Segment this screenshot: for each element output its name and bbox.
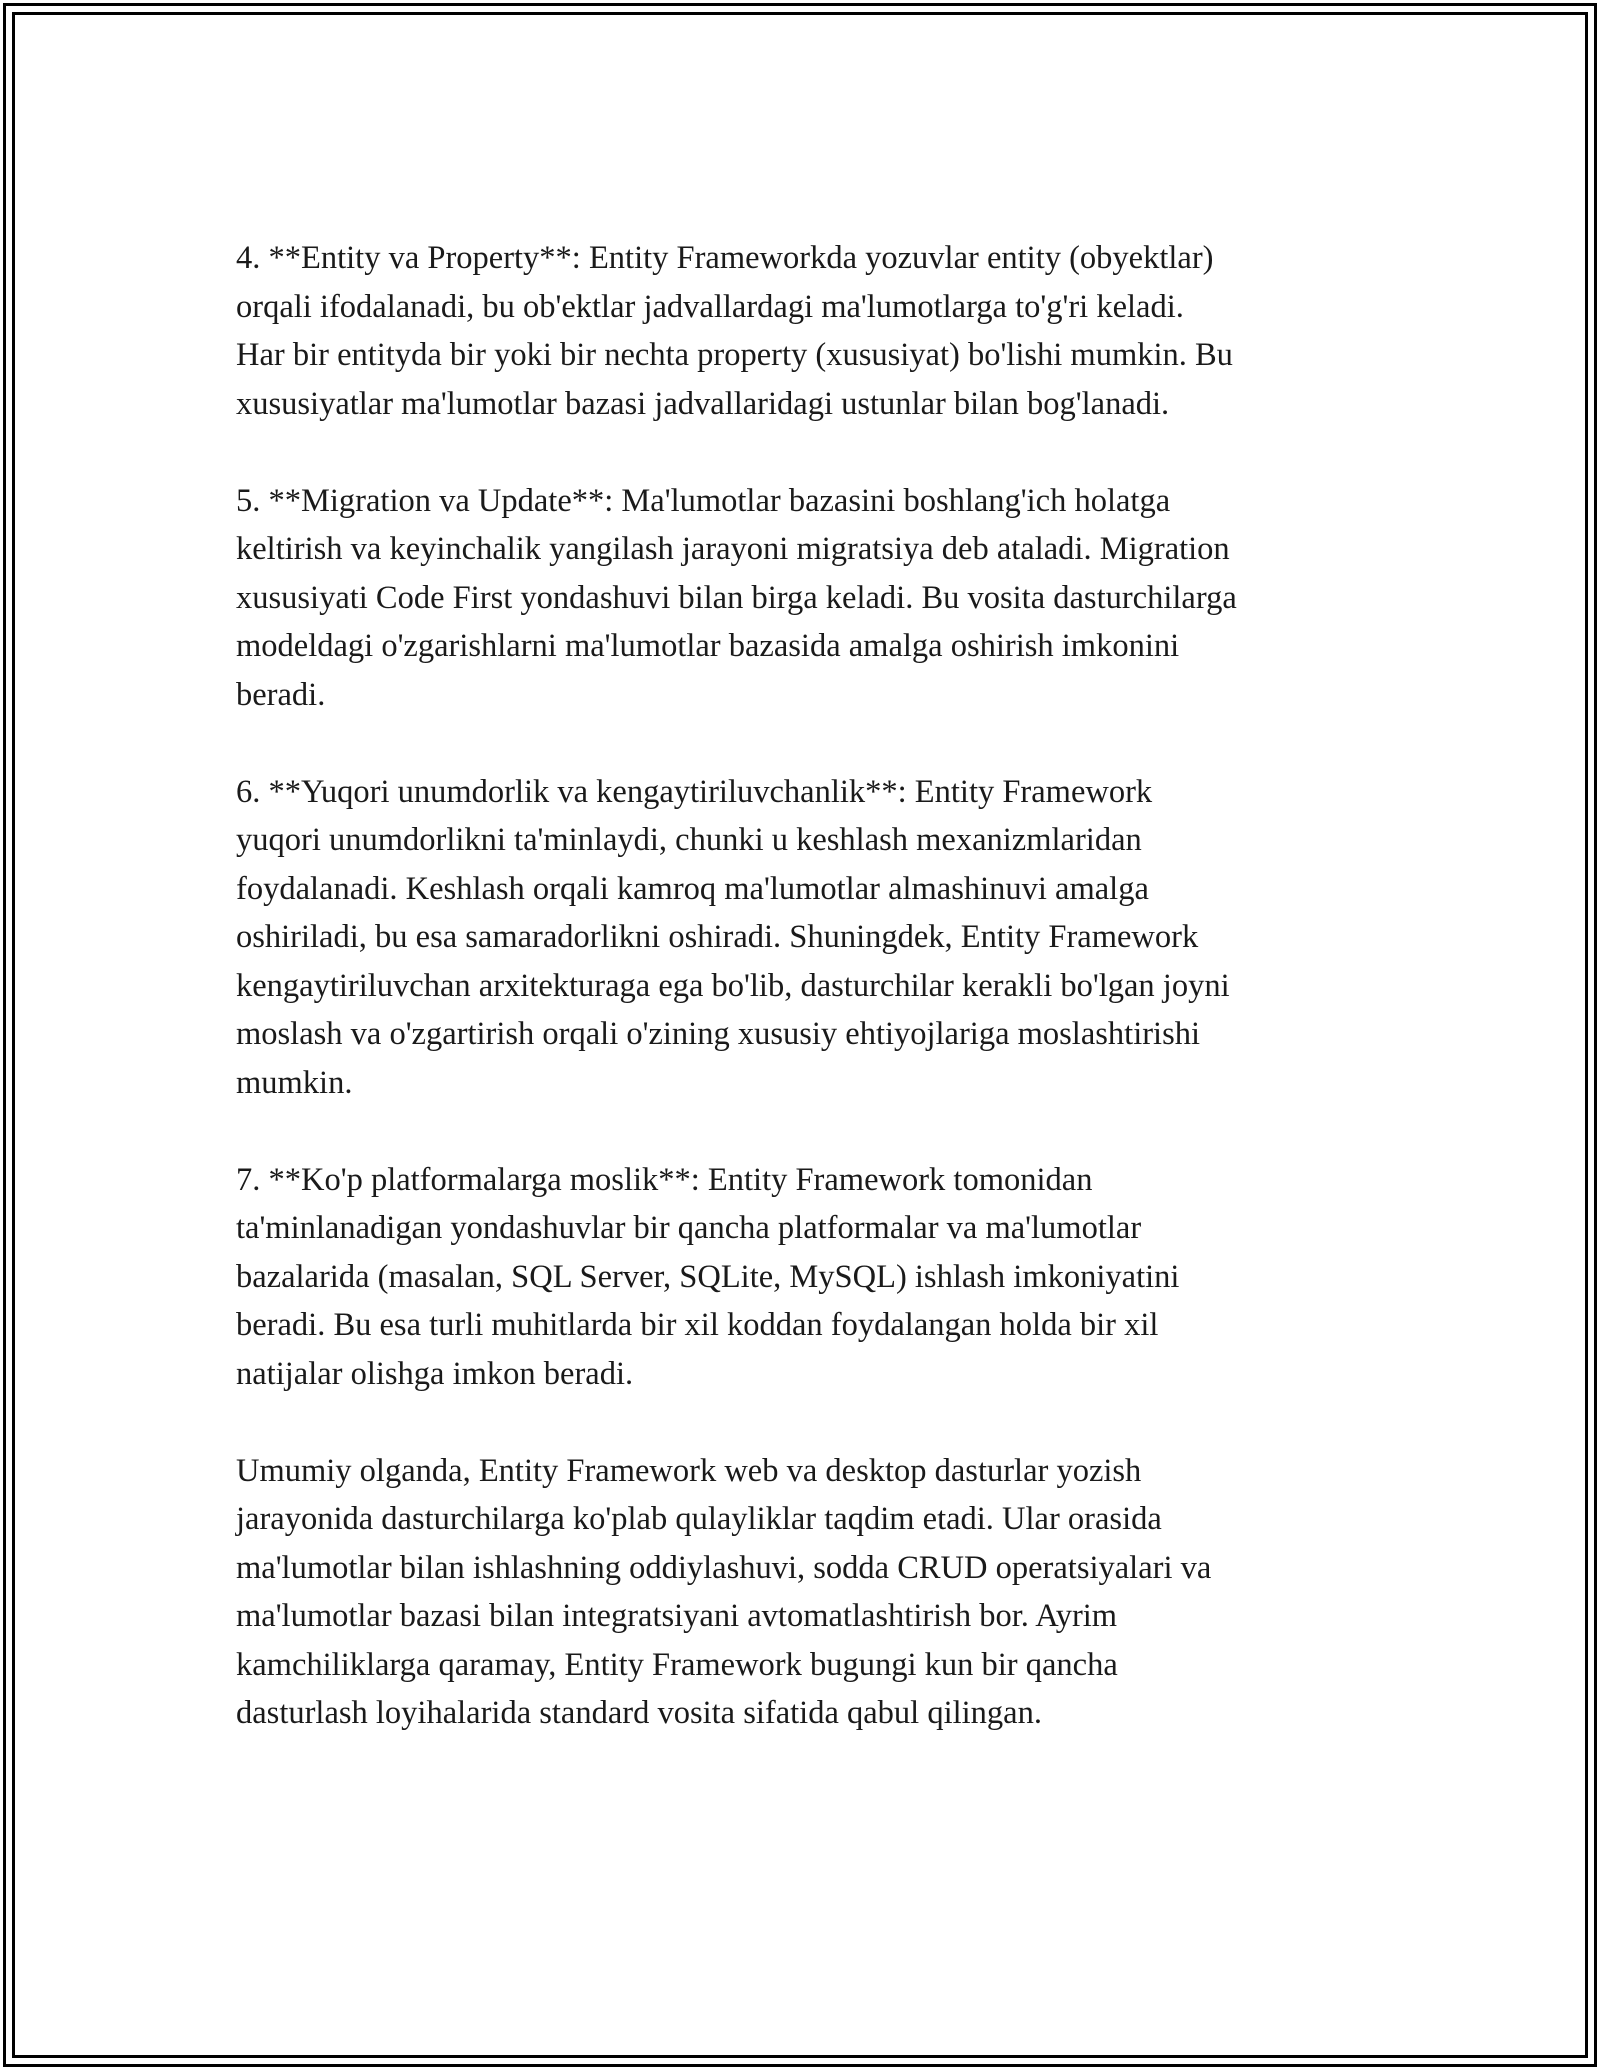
text-line: yuqori unumdorlikni ta'minlaydi, chunki u keshlash mexanizmlaridan [236, 822, 1142, 858]
text-line: Umumiy olganda, Entity Framework web va desktop dasturlar yozish [236, 1452, 1142, 1489]
paragraph-multi-platform [236, 1156, 1386, 1399]
text-line: beradi. Bu esa turli muhitlarda bir xil koddan foydalangan holda bir xil [236, 1307, 1159, 1343]
text-line: 6. **Yuqori unumdorlik va kengaytiriluvchanlik**: Entity Framework [236, 773, 1153, 810]
text-line: dasturlash loyihalarida standard vosita sifatida qabul qilingan. [236, 1695, 1042, 1731]
text-line: orqali ifodalanadi, bu ob'ektlar jadvallardagi ma'lumotlarga to'g'ri keladi. [236, 288, 1184, 325]
text-line: modeldagi o'zgarishlarni ma'lumotlar bazasida amalga oshirish imkonini [236, 628, 1180, 664]
paragraph-performance-extensibility [236, 768, 1386, 1108]
paragraph-migration-update [236, 477, 1386, 720]
text-line: keltirish va keyinchalik yangilash jarayoni migratsiya deb ataladi. Migration [236, 531, 1230, 567]
text-line: 4. **Entity va Property**: Entity Frameworkda yozuvlar entity (obyektlar) [236, 240, 1214, 276]
paragraph-entity-property [236, 234, 1386, 428]
text-line: kamchiliklarga qaramay, Entity Framework bugungi kun bir qancha [236, 1646, 1118, 1683]
text-line: beradi. [236, 676, 326, 713]
text-line: moslash va o'zgartirish orqali o'zining xususiy ehtiyojlariga moslashtirishi [236, 1016, 1201, 1052]
text-line: xususiyatlar ma'lumotlar bazasi jadvallaridagi ustunlar bilan bog'lanadi. [236, 385, 1170, 422]
text-line: natijalar olishga imkon beradi. [236, 1355, 634, 1392]
text-line: bazalarida (masalan, SQL Server, SQLite, MySQL) ishlash imkoniyatini [236, 1258, 1180, 1295]
text-line: xususiyati Code First yondashuvi bilan birga keladi. Bu vosita dasturchilarga [236, 579, 1237, 616]
text-line: oshiriladi, bu esa samaradorlikni oshiradi. Shuningdek, Entity Framework [236, 919, 1199, 955]
text-line: mumkin. [236, 1064, 353, 1101]
text-line: kengaytiriluvchan arxitekturaga ega bo'lib, dasturchilar kerakli bo'lgan joyni [236, 967, 1230, 1004]
text-line: ma'lumotlar bazasi bilan integratsiyani avtomatlashtirish bor. Ayrim [236, 1598, 1118, 1634]
paragraph-conclusion [236, 1447, 1386, 1738]
text-line: ma'lumotlar bilan ishlashning oddiylashuvi, sodda CRUD operatsiyalari va [236, 1549, 1212, 1586]
text-line: foydalanadi. Keshlash orqali kamroq ma'lumotlar almashinuvi amalga [236, 870, 1149, 907]
text-line: Har bir entityda bir yoki bir nechta property (xususiyat) bo'lishi mumkin. Bu [236, 337, 1233, 373]
text-line: 7. **Ko'p platformalarga moslik**: Entity Framework tomonidan [236, 1161, 1093, 1198]
document-body [236, 234, 1386, 1786]
text-line: ta'minlanadigan yondashuvlar bir qancha platformalar va ma'lumotlar [236, 1210, 1142, 1246]
text-line: 5. **Migration va Update**: Ma'lumotlar bazasini boshlang'ich holatga [236, 482, 1171, 519]
text-line: jarayonida dasturchilarga ko'plab qulayliklar taqdim etadi. Ular orasida [236, 1501, 1162, 1537]
